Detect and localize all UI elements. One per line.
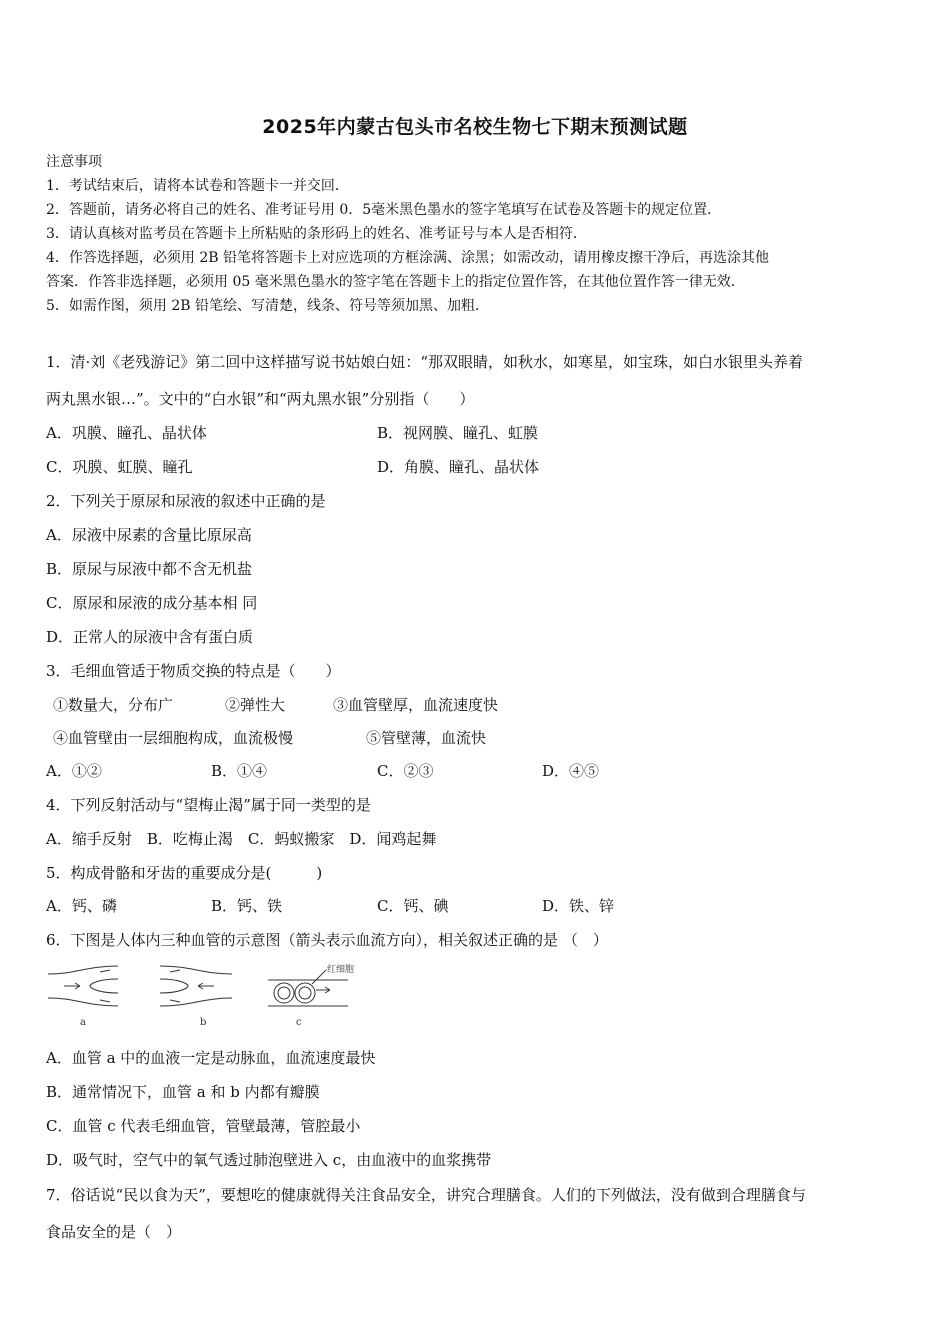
q6-option-b: B．通常情况下，血管 a 和 b 内都有瓣膜 (46, 1083, 320, 1101)
q6-stem: 6．下图是人体内三种血管的示意图（箭头表示血流方向），相关叙述正确的是 （ ） (46, 931, 608, 949)
q5-stem: 5．构成骨骼和牙齿的重要成分是( ) (46, 864, 323, 882)
notes-section (46, 150, 916, 318)
note-item: 4．作答选择题，必须用 2B 铅笔将答题卡上对应选项的方框涂满、涂黑；如需改动，请用橡皮擦干净后，再选涂其他 (46, 250, 769, 266)
q3-statement-3: ③血管壁厚，血流速度快 (333, 696, 499, 714)
q5-option-a: A．钙、磷 (46, 897, 117, 915)
vessel-a-diagram (48, 966, 118, 1006)
q6-option-d: D．吸气时，空气中的氧气透过肺泡壁进入 c，由血液中的血浆携带 (46, 1151, 492, 1169)
note-item: 2．答题前，请务必将自己的姓名、准考证号用 0．5毫米黑色墨水的签字笔填写在试卷及答题卡的规定位置． (46, 202, 722, 218)
note-item: 3．请认真核对监考员在答题卡上所粘贴的条形码上的姓名、准考证号与本人是否相符． (46, 226, 587, 242)
note-item: 5．如需作图，须用 2B 铅笔绘、写清楚，线条、符号等须加黑、加粗． (46, 298, 490, 314)
q1-stem-line2: 两丸黑水银…”。文中的“白水银”和“两丸黑水银”分别指（ ） (46, 390, 475, 408)
q3-option-c: C．②③ (377, 762, 434, 780)
fig-label-a: a (80, 1017, 86, 1028)
notes-heading: 注意事项 (46, 154, 102, 170)
fig-label-b: b (200, 1017, 207, 1028)
q1-option-c: C．巩膜、虹膜、瞳孔 (46, 458, 193, 476)
q3-statement-5: ⑤管壁薄，血流快 (366, 729, 487, 747)
fig-label-c: c (296, 1017, 302, 1028)
q2-option-b: B．原尿与尿液中都不含无机盐 (46, 560, 253, 578)
vessel-c-diagram (268, 970, 348, 1006)
q5-option-c: C．钙、碘 (377, 897, 449, 915)
exam-title: 2025年内蒙古包头市名校生物七下期末预测试题 (262, 116, 688, 138)
q3-statement-1: ①数量大，分布广 (53, 696, 174, 714)
q6-option-c: C．血管 c 代表毛细血管，管壁最薄，管腔最小 (46, 1117, 361, 1135)
q5-option-d: D．铁、锌 (542, 897, 615, 915)
q3-option-d: D．④⑤ (542, 762, 600, 780)
note-item: 答案．作答非选择题，必须用 05 毫米黑色墨水的签字笔在答题卡上的指定位置作答，在其他位置作答一律无效． (46, 274, 745, 290)
q3-option-b: B．①④ (211, 762, 268, 780)
q1-option-a: A．巩膜、瞳孔、晶状体 (46, 424, 207, 442)
q3-statement-2: ②弹性大 (225, 696, 286, 714)
q4-stem: 4．下列反射活动与“望梅止渴”属于同一类型的是 (46, 796, 371, 814)
q1-option-b: B．视网膜、瞳孔、虹膜 (377, 424, 539, 442)
q5-option-b: B．钙、铁 (211, 897, 283, 915)
q3-stem: 3．毛细血管适于物质交换的特点是（ ） (46, 662, 341, 680)
q1-stem-line1: 1．清·刘《老残游记》第二回中这样描写说书姑娘白妞：“那双眼睛，如秋水，如寒星，如宝珠，如白水银里头养着 (46, 353, 803, 371)
q2-option-d: D．正常人的尿液中含有蛋白质 (46, 628, 254, 646)
q4-options: A．缩手反射 B．吃梅止渴 C．蚂蚁搬家 D．闻鸡起舞 (46, 830, 437, 848)
q7-stem-line2: 食品安全的是（ ） (46, 1223, 182, 1241)
q3-statement-4: ④血管壁由一层细胞构成，血流极慢 (53, 729, 294, 747)
q2-option-a: A．尿液中尿素的含量比原尿高 (46, 526, 252, 544)
q6-option-a: A．血管 a 中的血液一定是动脉血，血流速度最快 (46, 1049, 376, 1067)
q1-option-d: D．角膜、瞳孔、晶状体 (377, 458, 540, 476)
note-item: 1．考试结束后，请将本试卷和答题卡一并交回． (46, 178, 349, 194)
q2-stem: 2．下列关于原尿和尿液的叙述中正确的是 (46, 492, 326, 510)
q2-option-c: C．原尿和尿液的成分基本相 同 (46, 594, 258, 612)
q7-stem-line1: 7．俗话说“民以食为天”，要想吃的健康就得关注食品安全，讲究合理膳食。人们的下列做法，没有做到合理膳食与 (46, 1186, 806, 1204)
q3-option-a: A．①② (46, 762, 102, 780)
fig-label-rbc: 红细胞 (327, 965, 355, 975)
blood-vessel-figure (46, 962, 366, 1032)
vessel-b-diagram (160, 966, 232, 1006)
